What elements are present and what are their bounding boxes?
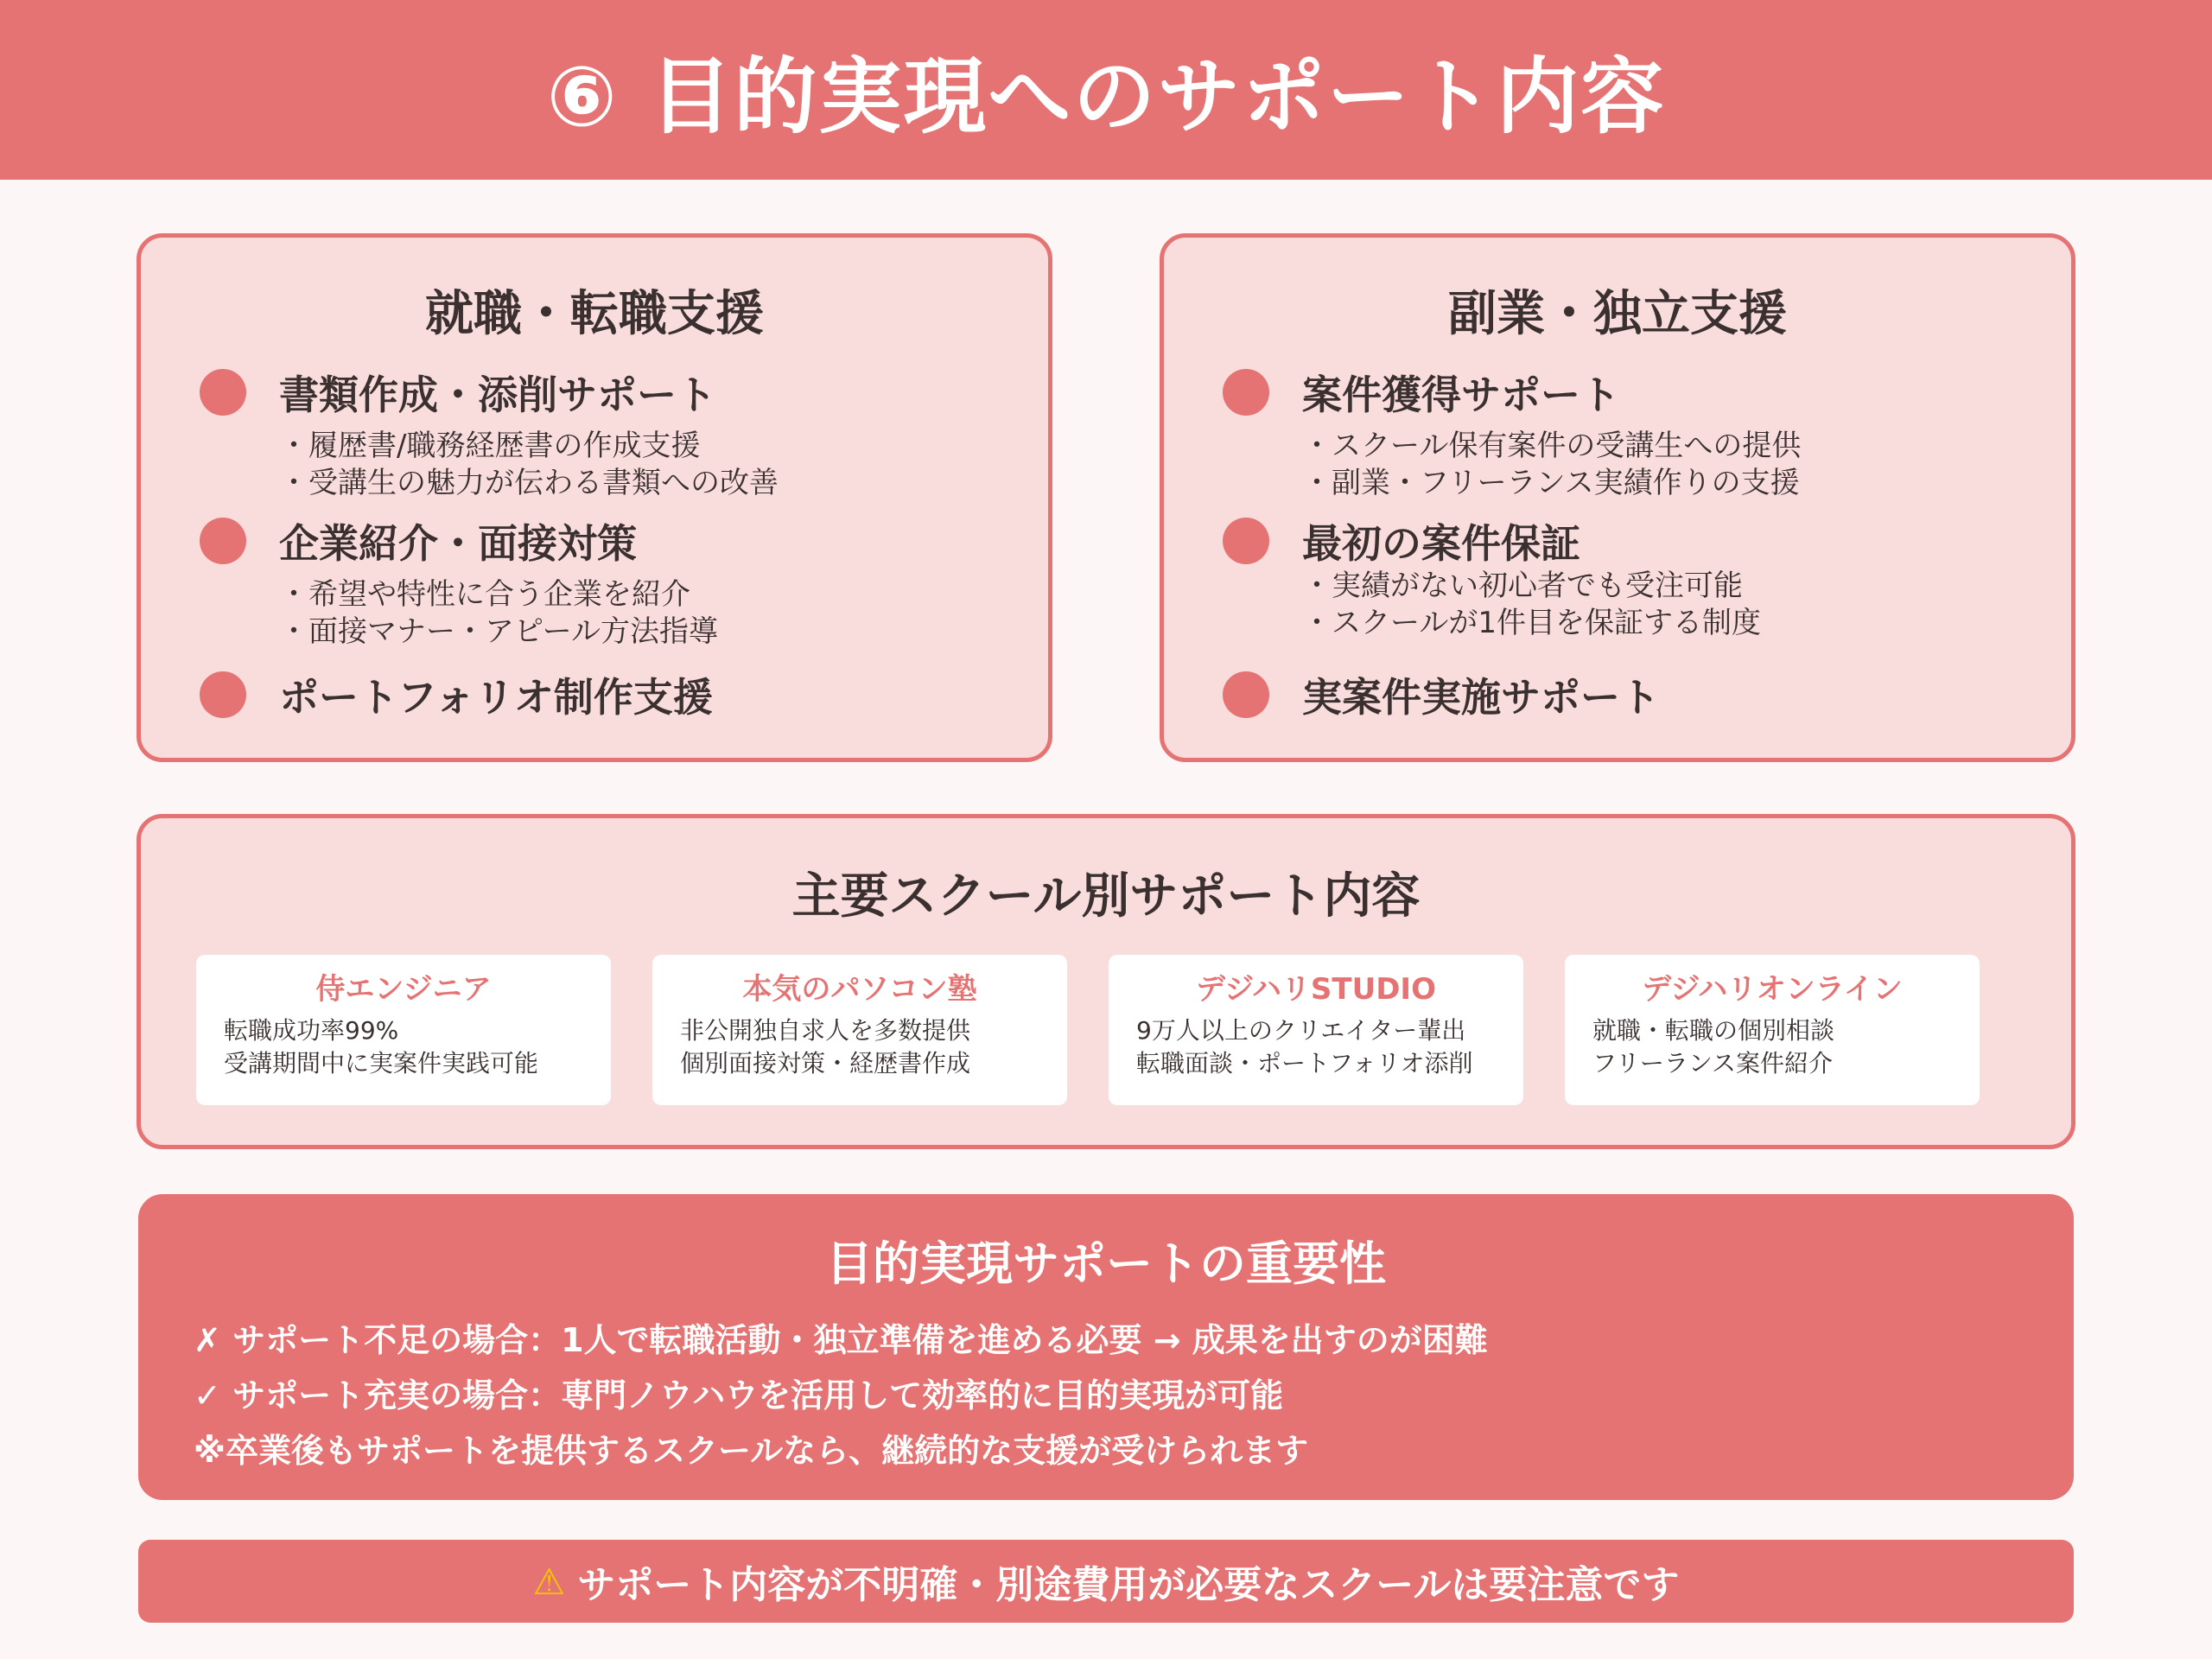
- bullet-dot-icon: [200, 369, 246, 416]
- school-detail: 9万人以上のクリエイター輩出: [1136, 1016, 1466, 1045]
- job-support-card: [137, 233, 1052, 762]
- side-support-card: [1160, 233, 2075, 762]
- schools-card: [137, 814, 2075, 1149]
- bullet-dot-icon: [200, 518, 246, 564]
- importance-line-note: ※卒業後もサポートを提供するスクールなら、継続的な支援が受けられます: [194, 1432, 1309, 1470]
- bullet-dot-icon: [1223, 518, 1269, 564]
- side-item-projects: [1223, 364, 1620, 421]
- importance-line-sufficient: ✓ サポート充実の場合：専門ノウハウを活用して効率的に目的実現が可能: [194, 1376, 1284, 1414]
- detail-line: ・履歴書/職務経歴書の作成支援: [279, 429, 701, 463]
- bullet-dot-icon: [1223, 671, 1269, 718]
- job-item-documents: [200, 364, 716, 421]
- detail-line: ・受講生の魅力が伝わる書類への改善: [279, 466, 779, 500]
- importance-box: [138, 1194, 2074, 1500]
- side-item-execution: [1223, 666, 1660, 723]
- school-name: 本気のパソコン塾: [742, 972, 977, 1007]
- school-detail: フリーランス案件紹介: [1592, 1049, 1834, 1077]
- job-item-interview: [200, 512, 637, 569]
- bullet-dot-icon: [1223, 369, 1269, 416]
- school-detail: 転職成功率99%: [224, 1016, 399, 1045]
- side-item-projects-details: [1302, 428, 1801, 502]
- school-name: デジハリオンライン: [1642, 972, 1903, 1007]
- side-item-label: 案件獲得サポート: [1302, 372, 1620, 418]
- detail-line: ・スクールが1件目を保証する制度: [1302, 606, 1761, 640]
- importance-line-lacking: ✗ サポート不足の場合：1人で転職活動・独立準備を進める必要 → 成果を出すのが困難: [194, 1321, 1488, 1359]
- detail-line: ・面接マナー・アピール方法指導: [279, 614, 718, 649]
- school-detail: 非公開独自求人を多数提供: [680, 1016, 971, 1045]
- school-card-samurai: [196, 955, 611, 1105]
- side-support-title: 副業・独立支援: [1448, 286, 1787, 342]
- side-item-label: 最初の案件保証: [1302, 520, 1580, 567]
- importance-title: 目的実現サポートの重要性: [826, 1236, 1386, 1291]
- page-title: ⑥ 目的実現へのサポート内容: [546, 48, 1666, 145]
- warning-bar: [138, 1540, 2074, 1623]
- school-detail: 就職・転職の個別相談: [1592, 1016, 1835, 1045]
- job-item-portfolio: [200, 666, 713, 723]
- detail-line: ・実績がない初心者でも受注可能: [1302, 569, 1743, 603]
- school-name: デジハリSTUDIO: [1195, 972, 1436, 1007]
- school-detail: 個別面接対策・経歴書作成: [680, 1049, 971, 1077]
- detail-line: ・希望や特性に合う企業を紹介: [279, 577, 690, 612]
- school-detail: 受講期間中に実案件実践可能: [224, 1049, 539, 1077]
- detail-line: ・スクール保有案件の受講生への提供: [1302, 429, 1802, 463]
- job-item-label: 企業紹介・面接対策: [279, 520, 637, 567]
- side-item-guarantee-details: [1302, 568, 1761, 642]
- school-card-dhw-online: [1565, 955, 1980, 1105]
- side-item-guarantee: [1223, 512, 1580, 569]
- school-card-dhw-studio: [1109, 955, 1523, 1105]
- job-item-label: ポートフォリオ制作支援: [279, 674, 713, 721]
- schools-title: 主要スクール別サポート内容: [791, 868, 1421, 925]
- bullet-dot-icon: [200, 671, 246, 718]
- job-item-label: 書類作成・添削サポート: [279, 372, 716, 418]
- detail-line: ・副業・フリーランス実績作りの支援: [1302, 466, 1800, 500]
- school-detail: 転職面談・ポートフォリオ添削: [1136, 1049, 1473, 1077]
- page-header: [0, 0, 2212, 180]
- side-item-label: 実案件実施サポート: [1302, 674, 1660, 721]
- job-support-title: 就職・転職支援: [425, 286, 764, 342]
- job-item-interview-details: [279, 576, 718, 651]
- warning-icon: ⚠: [532, 1560, 566, 1603]
- warning-text: サポート内容が不明確・別途費用が必要なスクールは要注意です: [577, 1563, 1680, 1607]
- school-card-honki: [652, 955, 1067, 1105]
- job-item-documents-details: [279, 428, 779, 502]
- school-name: 侍エンジニア: [315, 972, 492, 1007]
